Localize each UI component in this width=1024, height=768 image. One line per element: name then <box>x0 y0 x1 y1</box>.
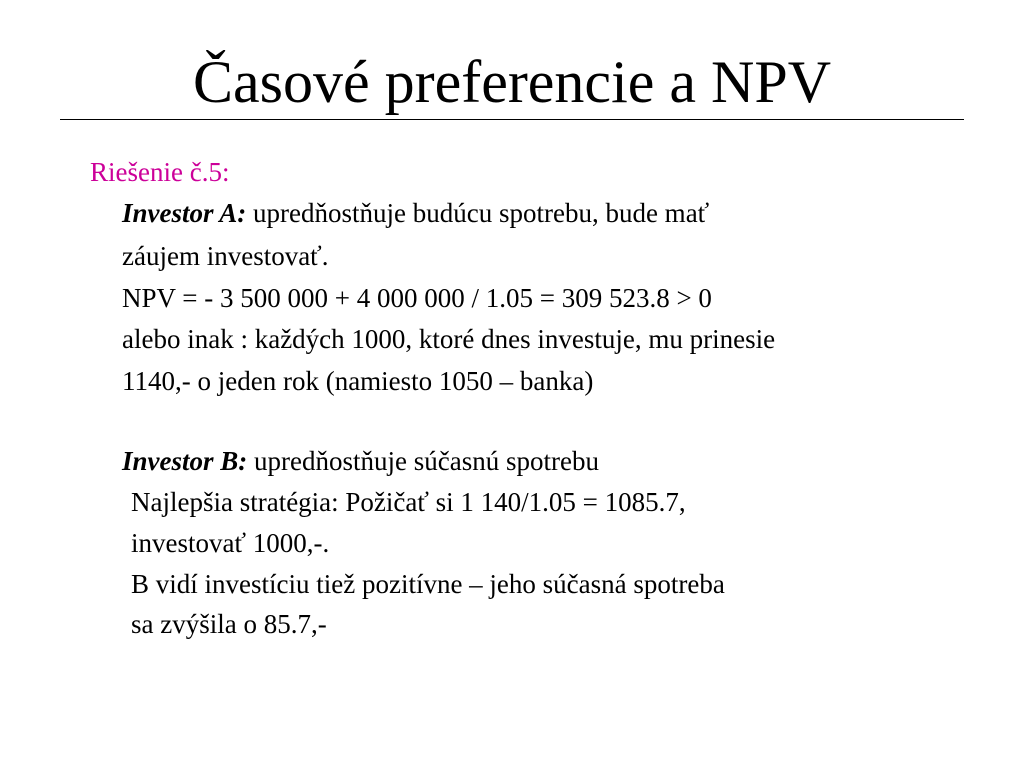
investor-a-alt-1: alebo inak : každých 1000, ktoré dnes investuje, mu prinesie <box>122 324 776 354</box>
investor-a-text-1: upredňostňuje budúcu spotrebu, bude mať <box>246 198 710 228</box>
slide-title: Časové preferencie a NPV <box>192 49 832 115</box>
title-divider <box>60 119 964 120</box>
investor-a-alt-2: 1140,- o jeden rok (namiesto 1050 – banka) <box>122 366 594 396</box>
investor-b-text-1: upredňostňuje súčasnú spotrebu <box>247 446 599 476</box>
investor-a-label: Investor A: <box>122 198 247 228</box>
investor-b-line-1 <box>122 443 599 479</box>
npv-formula: NPV = - 3 500 000 + 4 000 000 / 1.05 = 309 523.8 > 0 <box>122 283 712 313</box>
investor-a-text-2: záujem investovať. <box>122 241 329 271</box>
investor-b-strategy-2: investovať 1000,-. <box>131 528 330 558</box>
investor-b-strategy-1: Najlepšia stratégia: Požičať si 1 140/1.05 = 1085.7, <box>131 487 686 517</box>
investor-b-result-2: sa zvýšila o 85.7,- <box>131 609 327 639</box>
investor-b-result-1: B vidí investíciu tiež pozitívne – jeho súčasná spotreba <box>131 569 725 599</box>
investor-a-line-1 <box>122 195 709 231</box>
solution-heading: Riešenie č.5: <box>90 157 230 187</box>
investor-b-label: Investor B: <box>122 446 248 476</box>
